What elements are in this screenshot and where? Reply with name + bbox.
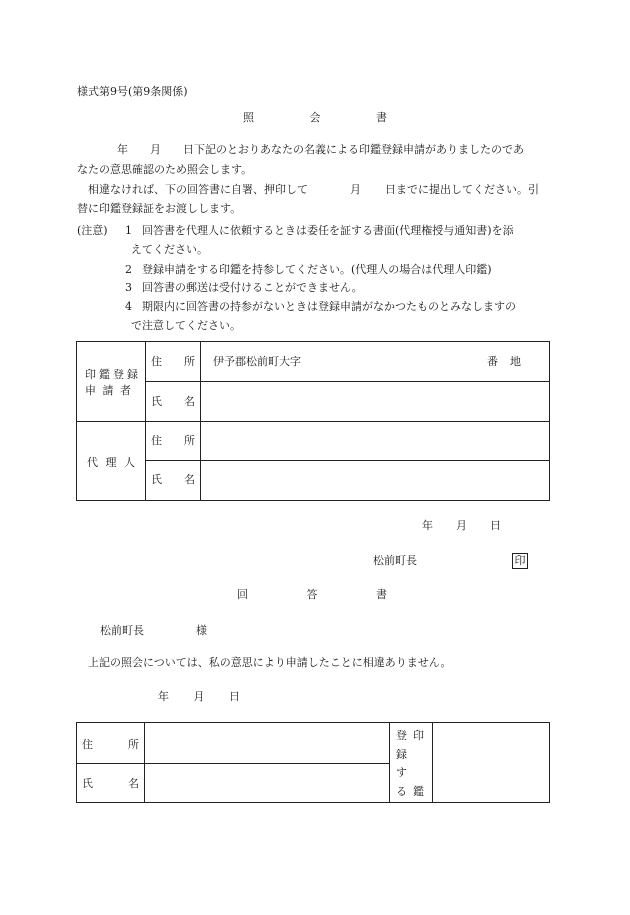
applicant-table bbox=[76, 341, 550, 501]
note-4-line1: 期限内に回答書の持参がないときは登録申請がなかつたものとみなしますの bbox=[142, 300, 516, 313]
applicant-name-label: 氏 名 bbox=[151, 395, 195, 408]
note-2-num: 2 bbox=[125, 263, 132, 276]
para1-month: 月 bbox=[150, 143, 161, 156]
note-1-line2: えてください。 bbox=[131, 243, 208, 256]
addressee-honorific: 様 bbox=[196, 624, 207, 637]
agent-name-label: 氏 名 bbox=[151, 473, 195, 486]
applicant-address-label: 住 所 bbox=[151, 355, 195, 368]
mayor-signature-line: 松前町長 bbox=[373, 554, 417, 567]
form-number-label: 様式第9号(第9条関係) bbox=[77, 85, 188, 98]
agent-address-label: 住 所 bbox=[151, 434, 195, 447]
date-line-2: 年 月 日 bbox=[158, 690, 240, 703]
note-1-num: 1 bbox=[125, 224, 132, 237]
agent-label: 代 理 人 bbox=[87, 456, 135, 469]
note-2-line1: 登録申請をする印鑑を持参してください。(代理人の場合は代理人印鑑) bbox=[142, 263, 492, 276]
para1-line2: なたの意思確認のため照会します。 bbox=[77, 163, 253, 176]
seal-impression-area bbox=[433, 723, 549, 802]
para2-month: 月 bbox=[350, 183, 361, 196]
registered-seal-label-col1: 登 録 す る bbox=[396, 729, 407, 798]
respondent-table bbox=[76, 722, 550, 803]
note-3-num: 3 bbox=[125, 281, 132, 294]
note-1-line1: 回答書を代理人に依頼するときは委任を証する書面(代理権授与通知書)を添 bbox=[142, 224, 514, 237]
applicant-label-line1: 印 鑑 登 録 bbox=[85, 368, 138, 381]
note-4-line2: で注意してください。 bbox=[131, 319, 241, 332]
respondent-name-label: 氏 名 bbox=[82, 777, 139, 790]
answer-title: 回 答 書 bbox=[237, 588, 387, 601]
registered-seal-label-col2: 印 鑑 bbox=[413, 729, 424, 798]
para2-part2: 日までに提出してください。引 bbox=[385, 183, 539, 196]
applicant-address-value: 伊予郡松前町大字 bbox=[213, 355, 301, 368]
para1-year: 年 bbox=[117, 143, 128, 156]
date-line-1: 年 月 日 bbox=[422, 519, 501, 532]
respondent-address-label: 住 所 bbox=[82, 738, 139, 751]
notes-label: (注意) bbox=[77, 224, 108, 237]
para2-line2: 替に印鑑登録証をお渡しします。 bbox=[77, 202, 242, 215]
addressee-name: 松前町長 bbox=[100, 624, 144, 637]
seal-stamp-box: 印 bbox=[512, 553, 528, 569]
address-banchi: 番 地 bbox=[487, 355, 521, 368]
para2-part1: 相違なければ、下の回答書に自署、押印して bbox=[88, 183, 308, 196]
para1-text: 日下記のとおりあなたの名義による印鑑登録申請がありましたのであ bbox=[183, 143, 524, 156]
note-3-line1: 回答書の郵送は受付けることができません。 bbox=[142, 281, 363, 294]
inquiry-title: 照 会 書 bbox=[243, 111, 387, 124]
applicant-label-line2: 申 請 者 bbox=[85, 384, 131, 397]
answer-statement: 上記の照会については、私の意思により申請したことに相違ありません。 bbox=[88, 656, 452, 669]
note-4-num: 4 bbox=[125, 300, 132, 313]
